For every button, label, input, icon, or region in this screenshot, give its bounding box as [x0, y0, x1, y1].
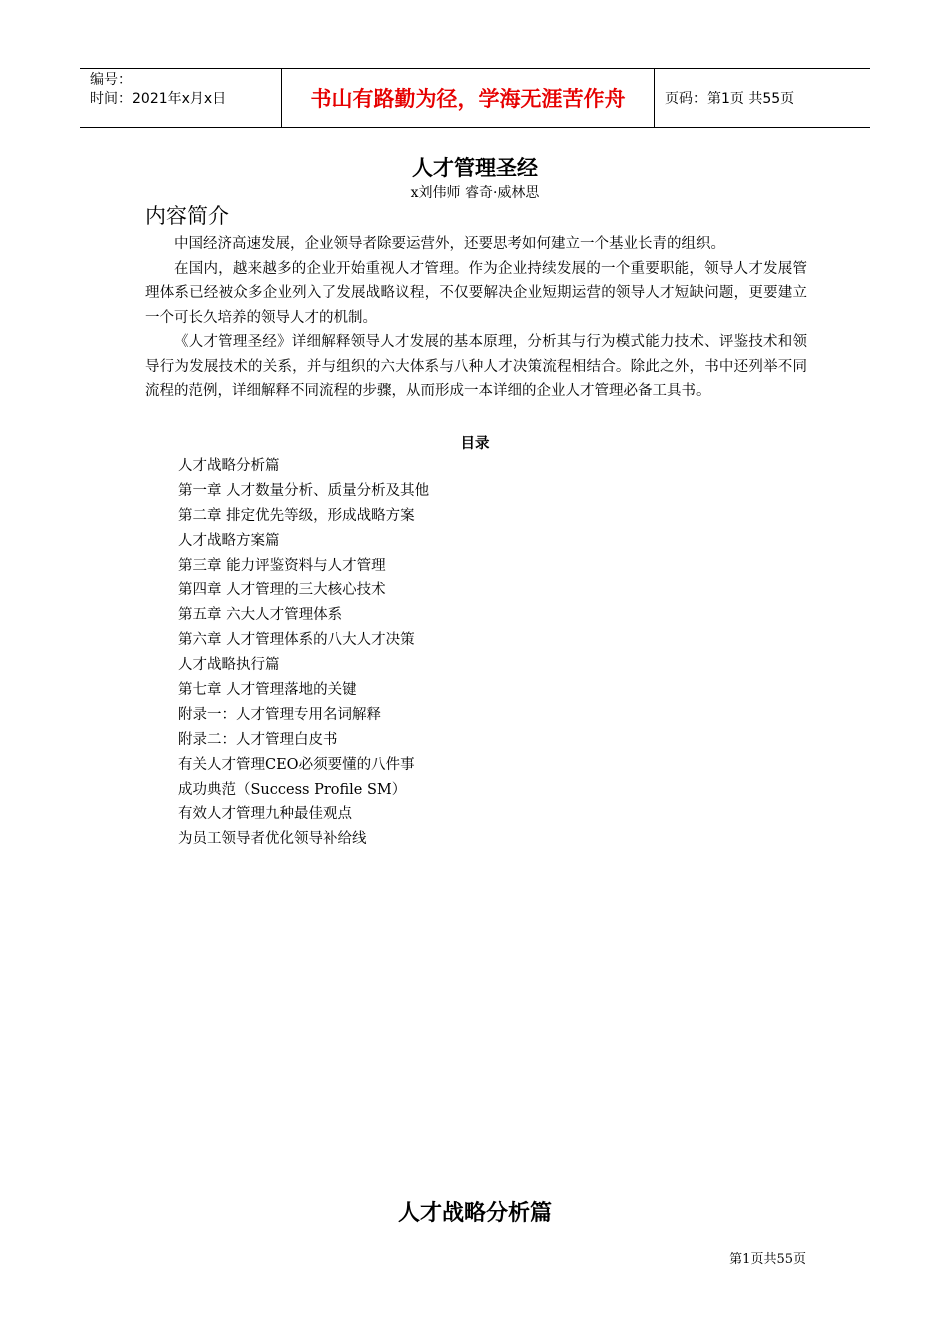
paragraph: 在国内，越来越多的企业开始重视人才管理。作为企业持续发展的一个重要职能，领导人才发展管理体系已经被众多企业列入了发展战略议程，不仅要解决企业短期运营的领导人才短缺问题，更要建立一个可长久培养的领导人才的机制。 — [145, 260, 807, 326]
paragraph: 中国经济高速发展，企业领导者除要运营外，还要思考如何建立一个基业长青的组织。 — [174, 236, 725, 252]
header-page-info: 页码：第1页 共55页 — [665, 91, 795, 107]
toc-item: 人才战略执行篇 — [178, 657, 280, 674]
toc-item: 有效人才管理九种最佳观点 — [178, 806, 352, 823]
serial-label: 编号： — [90, 72, 132, 88]
toc-item: 第六章 人才管理体系的八大人才决策 — [178, 632, 415, 649]
toc-item: 第五章 六大人才管理体系 — [178, 607, 343, 624]
toc-item: 附录二：人才管理白皮书 — [178, 731, 338, 748]
toc-item: 人才战略方案篇 — [178, 532, 280, 549]
toc-item: 第二章 排定优先等级，形成战略方案 — [178, 507, 415, 524]
intro-body — [145, 232, 807, 404]
toc-item: 有关人才管理CEO必须要懂的八件事 — [178, 756, 415, 773]
table-of-contents — [178, 454, 429, 852]
toc-item: 人才战略分析篇 — [178, 458, 280, 474]
page-footer: 第1页共55页 — [729, 1252, 806, 1267]
document-author: x刘伟师 睿奇·威林思 — [410, 185, 540, 201]
toc-item: 第四章 人才管理的三大核心技术 — [178, 582, 386, 599]
part-heading: 人才战略分析篇 — [397, 1201, 552, 1226]
paragraph: 《人才管理圣经》详细解释领导人才发展的基本原理，分析其与行为模式能力技术、评鉴技术和领导行为发展技术的关系，并与组织的六大体系与八种人才决策流程相结合。除此之外，书中还列举不同流程的范例，详细解释不同流程的步骤，从而形成一本详细的企业人才管理必备工具书。 — [145, 334, 807, 399]
toc-item: 第三章 能力评鉴资料与人才管理 — [178, 557, 386, 574]
toc-title: 目录 — [460, 436, 490, 452]
page-header — [80, 68, 870, 128]
document-title: 人才管理圣经 — [412, 156, 538, 180]
toc-item: 为员工领导者优化领导补给线 — [178, 831, 367, 848]
section-heading: 内容简介 — [145, 204, 229, 228]
header-meta — [80, 69, 281, 127]
toc-item: 第七章 人才管理落地的关键 — [178, 682, 357, 699]
time-line: 时间：2021年x月x日 — [90, 91, 227, 107]
toc-item: 附录一：人才管理专用名词解释 — [178, 706, 381, 723]
toc-item: 第一章 人才数量分析、质量分析及其他 — [178, 482, 430, 499]
header-motto: 书山有路勤为径，学海无涯苦作舟 — [281, 69, 655, 127]
toc-item: 成功典范（Success Profile SM） — [178, 781, 407, 798]
